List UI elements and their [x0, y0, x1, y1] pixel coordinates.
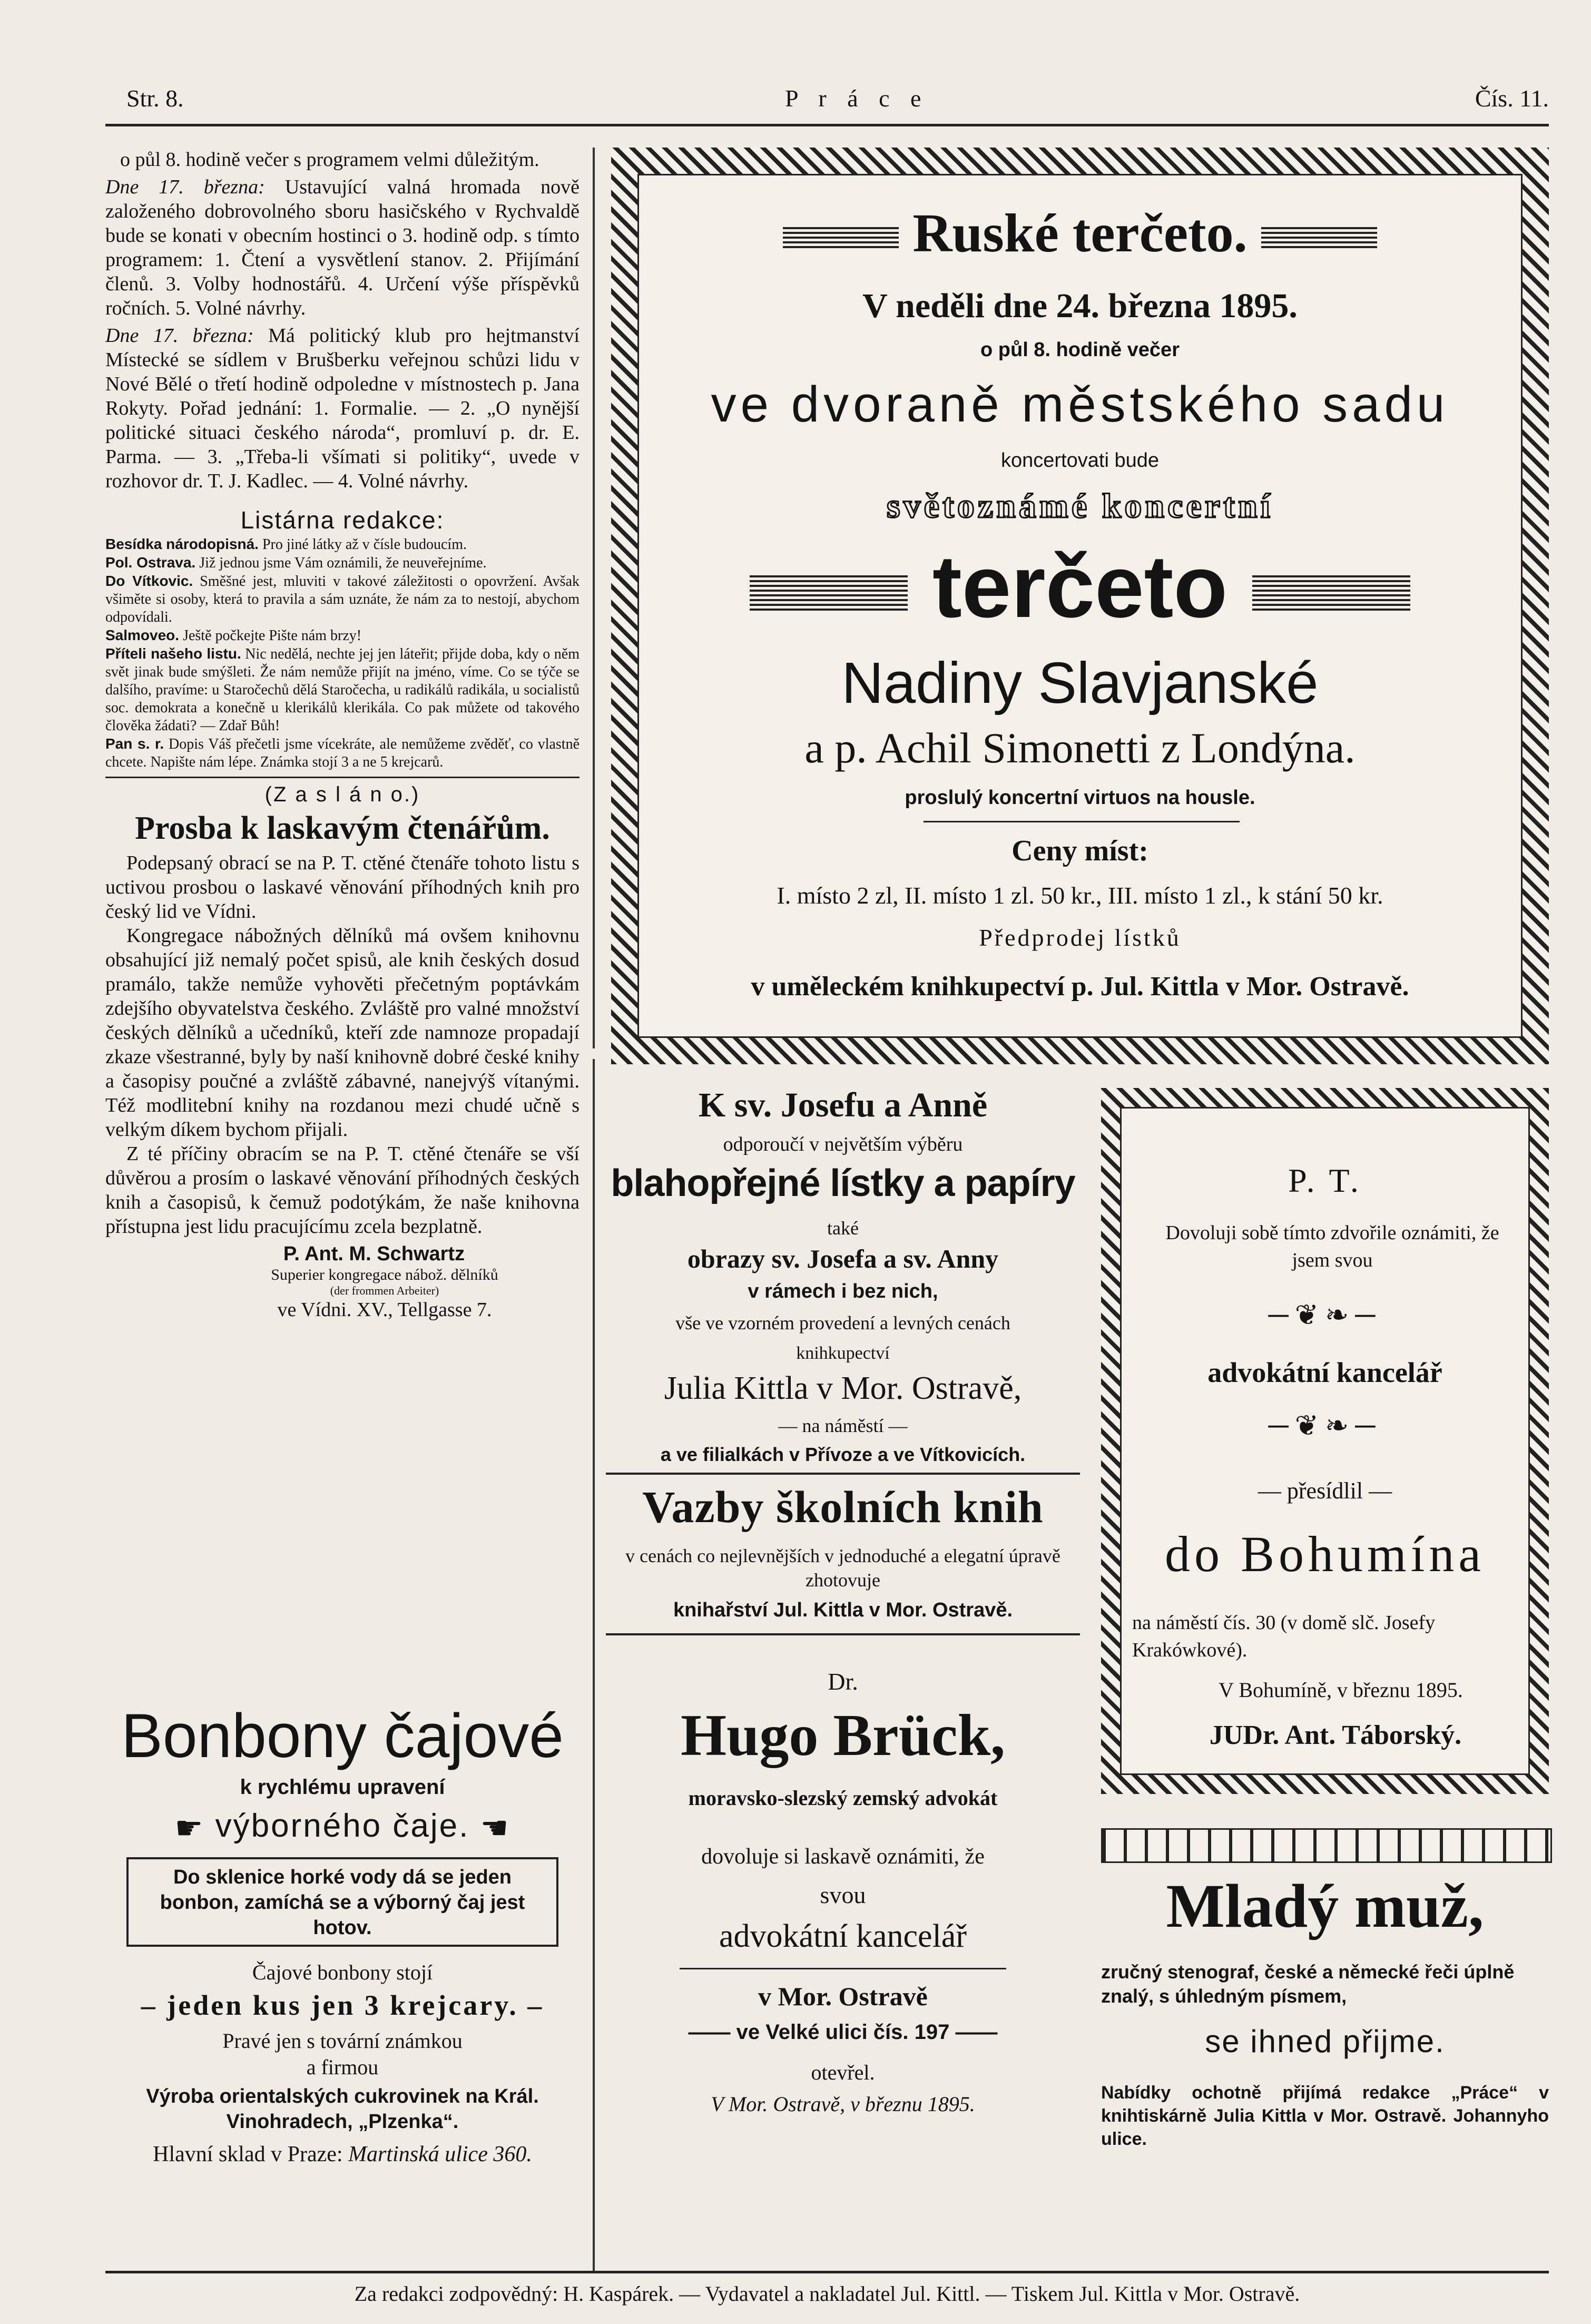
mlady-hire: se ihned přijme. — [1205, 2024, 1445, 2059]
taborsky-ad — [1101, 1088, 1549, 1794]
bonbony-maker: Výroba orientalských cukrovinek na Král. Vinohradech, „Plzenka“. — [146, 2085, 539, 2133]
listarna-recipient: Pol. Ostrava. — [105, 554, 196, 571]
section-rule — [680, 1968, 1006, 1969]
taborsky-to: do Bohumína — [1165, 1526, 1485, 1582]
bonbony-store-lead: Hlavní sklad v Praze: — [153, 2142, 343, 2166]
concert-title-row — [639, 202, 1521, 264]
issue-number: Čís. 11. — [1475, 85, 1549, 112]
bruck-name: Hugo Brück, — [680, 1703, 1006, 1768]
josef-also: také — [827, 1218, 859, 1239]
column-divider — [593, 1059, 595, 2271]
listarna-recipient: Příteli našeho listu. — [105, 645, 241, 662]
bonbony-price-lead: Čajové bonbony stojí — [252, 1960, 433, 1984]
bruck-dr: Dr. — [828, 1668, 858, 1695]
prosba-para-3: Z té příčiny obracím se na P. T. ctěné čtenáře se vší důvěrou a prosím o laskavé věnování příhodných českých knih a časopisů, k čemuž podotýkám, že naše knihovna přístupna jest lidu pracujícímu zcela bezplatně. — [105, 1143, 580, 1238]
vazby-title: Vazby školních knih — [642, 1482, 1044, 1532]
bruck-city: v Mor. Ostravě — [758, 1982, 928, 2011]
bonbony-tea-line — [105, 1807, 580, 1847]
decor-lines — [783, 227, 899, 250]
listarna-list — [105, 535, 580, 771]
notice-3 — [105, 323, 580, 493]
listarna-recipient: Salmoveo. — [105, 627, 180, 643]
section-rule — [105, 777, 580, 778]
notice-3-date: Dne 17. března: — [105, 325, 254, 347]
bonbony-firm: a firmou — [306, 2055, 379, 2079]
footer-rule — [105, 2271, 1549, 2273]
bruck-allow: dovoluje si laskavě oznámiti, že — [701, 1845, 985, 1869]
concert-big: terčeto — [932, 537, 1228, 636]
taborsky-office: advokátní kancelář — [1207, 1357, 1442, 1388]
listarna-item — [105, 735, 580, 771]
taborsky-inner — [1120, 1107, 1530, 1775]
header-rule — [105, 124, 1549, 126]
middle-ads — [606, 1085, 1080, 2271]
prosba-title: Prosba k laskavým čtenářům. — [135, 810, 550, 846]
josef-kittl: Julia Kittla v Mor. Ostravě, — [664, 1370, 1022, 1406]
mlady-offers: Nabídky ochotně přijímá redakce „Práce“ v knihtiskárně Julia Kittla v Mor. Ostravě. Johannyho ulice. — [1101, 2083, 1549, 2149]
concert-perform: koncertovati bude — [1001, 449, 1159, 472]
prosba-para-2: Kongregace nábožných dělníků má ovšem knihovnu obsahující již nemalý počet spisů, ale knih českých dosud pramálo, takže nemůže vyhověti přečetným poptávkám zdejšího obyvatelstva českého. Zvláště pro valné množství českých dělníků a učedníků, kteří zde namnoze propadají zkaze všestranné, byly by naší knihovně dobré české knihy a časopisy poučné a zvláště zábavné, nanejvýš vítanými. Též modlitební knihy na rozdanou mezi chudé učně s velkým díkem bychom přijali. — [105, 925, 580, 1141]
decor-lines — [1252, 575, 1410, 612]
meander-border — [1101, 1828, 1552, 1863]
bruck-opened: otevřel. — [811, 2061, 875, 2084]
concert-inner — [637, 174, 1523, 1038]
bruck-date: V Mor. Ostravě, v březnu 1895. — [711, 2092, 975, 2116]
concert-prices: I. místo 2 zl, II. místo 1 zl. 50 kr., III. místo 1 zl., k stání 50 kr. — [777, 882, 1383, 909]
listarna-reply: Nic nedělá, nechte jej jen láteřit; přijde doba, kdy o něm svět jinak bude smýšleti. Že nám nemůže přijít na jméno, víme. Co se týče se dalšího, pravíme: u Staročechů dělá Staročecha, u radikálů radikála, u socialistů soc. demokrata a konečně u klerikálů klerikála. Co pak můžete od takového člověka žádati? — Zdař Bůh! — [105, 646, 580, 734]
flourish-icon: ─❦❧─ — [1268, 1299, 1382, 1331]
taborsky-intro: Dovoluji sobě tímto zdvořile oznámiti, že jsem svou — [1165, 1222, 1499, 1271]
listarna-item — [105, 572, 580, 626]
listarna-item — [105, 626, 580, 645]
concert-presale: Předprodej lístků — [979, 924, 1181, 951]
prosba-para-1: Podepsaný obrací se na P. T. ctěné čtenáře tohoto listu s uctivou prosbou o laskavé věnování příhodných knih pro český lid ve Vídni. — [105, 852, 580, 923]
taborsky-addr: na náměstí čís. 30 (v domě slč. Josefy Krakówkové). — [1132, 1612, 1436, 1661]
taborsky-sign: JUDr. Ant. Táborský. — [1209, 1720, 1462, 1750]
josef-rec: odporoučí v největším výběru — [723, 1133, 963, 1155]
listarna-reply: Ještě počkejte Pište nám brzy! — [183, 627, 362, 644]
pointing-hand-left-icon: ☚ — [480, 1810, 510, 1846]
flourish-icon: ─❦❧─ — [1268, 1410, 1382, 1442]
signature-name: P. Ant. M. Schwartz — [283, 1243, 465, 1265]
concert-time: o půl 8. hodině večer — [980, 339, 1180, 361]
josef-big: blahopřejné lístky a papíry — [611, 1162, 1075, 1204]
josef-images: obrazy sv. Josefa a sv. Anny — [687, 1244, 999, 1273]
left-column — [105, 148, 580, 1322]
page-number: Str. 8. — [126, 85, 184, 112]
signature-role-de: (der frommen Arbeiter) — [330, 1284, 439, 1297]
concert-prices-title: Ceny míst: — [1011, 835, 1148, 867]
footer-imprint: Za redakci zodpovědný: H. Kaspárek. — Vydavatel a nakladatel Jul. Kittl. — Tiskem Jul. Kittla v Mor. Ostravě. — [354, 2282, 1300, 2306]
bonbony-instructions: Do sklenice horké vody dá se jeden bonbon, zamíchá se a výborný čaj jest hotov. — [126, 1857, 558, 1947]
concert-where: v uměleckém knihkupectví p. Jul. Kittla v Mor. Ostravě. — [751, 972, 1409, 1002]
signature-address: ve Vídni. XV., Tellgasse 7. — [277, 1299, 492, 1321]
page-header — [126, 79, 1549, 121]
bonbony-authentic: Pravé jen s tovární známkou — [222, 2029, 463, 2053]
section-rule — [606, 1473, 1080, 1475]
zaslano-label: (Z a s l á n o.) — [264, 783, 420, 806]
concert-date: V neděli dne 24. března 1895. — [862, 287, 1298, 325]
listarna-item — [105, 645, 580, 735]
listarna-reply: Již jednou jsme Vám oznámili, že neuveřejníme. — [199, 555, 487, 571]
listarna-title: Listárna redakce: — [240, 506, 445, 534]
concert-name-1: Nadiny Slavjanské — [841, 651, 1319, 715]
notice-3-text: Má politický klub pro hejtmanství Místecké se sídlem v Brušberku veřejnou schůzi lidu v Nové Bělé o třetí hodině odpoledne v místnostech p. Jana Rokyty. Pořad jednání: 1. Formalie. — 2. „O nynější politické situaci českého národa“, promluví p. dr. E. Parma. — 3. „Třeba-li všímati si politiky“, uvede v rozhovor dr. T. J. Kadlec. — 4. Volné návrhy. — [105, 325, 580, 492]
decor-lines — [750, 575, 908, 612]
notice-2-text: Ustavující valná hromada nově založeného dobrovolného sboru hasičského v Rychvaldě bude se konati v obecním hostinci o 3. hodině odp. s tímto programem: 1. Čtení a vysvětlení stanov. 2. Přijímání členů. 3. Volby hodnostářů. 4. Určení výše příspěvků ročních. 5. Volné návrhy. — [105, 176, 580, 319]
listarna-recipient: Do Vítkovic. — [105, 573, 193, 589]
listarna-item — [105, 535, 580, 554]
josef-branches: a ve filialkách v Přívoze a ve Vítkovicích. — [660, 1444, 1026, 1465]
bruck-street: —— ve Velké ulici čís. 197 —— — [688, 2021, 998, 2044]
pointing-hand-right-icon: ☛ — [174, 1810, 205, 1846]
signature-role: Superier kongregace nábož. dělníků — [271, 1266, 498, 1283]
bonbony-ad — [105, 1702, 580, 2276]
newspaper-title: P r á c e — [785, 85, 929, 112]
bruck-office: advokátní kancelář — [719, 1918, 967, 1954]
listarna-recipient: Pan s. r. — [105, 736, 164, 752]
listarna-reply: Pro jiné látky až v čísle budoucím. — [262, 536, 467, 553]
josef-shop: knihkupectví — [796, 1344, 890, 1363]
taborsky-moved: — přesídlil — — [1258, 1478, 1392, 1504]
bonbony-title: Bonbony čajové — [121, 1701, 564, 1771]
josef-square: — na náměstí — — [778, 1415, 908, 1436]
bonbony-tea-text: výborného čaje. — [215, 1808, 470, 1844]
taborsky-date: V Bohumíně, v březnu 1895. — [1219, 1678, 1463, 1702]
josef-all: vše ve vzorném provedení a levných cenách — [675, 1312, 1010, 1333]
notice-2 — [105, 175, 580, 320]
listarna-recipient: Besídka národopisná. — [105, 536, 259, 552]
josef-frames: v rámech i bez nich, — [748, 1280, 938, 1302]
bonbony-store-address: Martinská ulice 360. — [348, 2142, 532, 2166]
mlady-ad — [1101, 1828, 1549, 2276]
bonbony-subtitle: k rychlému upravení — [240, 1776, 445, 1799]
mlady-title: Mladý muž, — [1166, 1871, 1484, 1940]
section-rule — [606, 1633, 1080, 1635]
vazby-who: knihařství Jul. Kittla v Mor. Ostravě. — [673, 1599, 1013, 1621]
bruck-role: moravsko-slezský zemský advokát — [688, 1786, 998, 1810]
concert-place: ve dvoraně městského sadu — [711, 376, 1449, 433]
mlady-text: zručný stenograf, české a německé řeči úplně znalý, s úhledným písmem, — [1101, 1961, 1515, 2007]
vazby-text: v cenách co nejlevnějších v jednoduché a elegatní úpravě zhotovuje — [625, 1545, 1060, 1591]
concert-ad — [611, 148, 1549, 1064]
decor-lines — [1261, 227, 1377, 250]
bonbony-price: – jeden kus jen 3 krejcary. – — [141, 1989, 544, 2021]
listarna-item — [105, 554, 580, 572]
listarna-reply: Dopis Váš přečetli jsme vícekráte, ale nemůžeme zvěděť, co vlastně chcete. Napište nám lépe. Známka stojí 3 a ne 5 krejcarů. — [105, 736, 580, 770]
concert-title: Ruské terčeto. — [912, 203, 1248, 263]
josef-title: K sv. Josefu a Anně — [698, 1086, 988, 1124]
concert-name-2: a p. Achil Simonetti z Londýna. — [804, 724, 1356, 772]
concert-famous: světoznámé koncertní — [886, 487, 1274, 525]
notice-1: o půl 8. hodině večer s programem velmi důležitým. — [120, 149, 539, 171]
listarna-reply: Směšné jest, mluviti v takové záležitosti o opovržení. Avšak všiměte si osoby, která to pravila a sám uznáte, že nám za to nestojí, abychom odpovídali. — [105, 573, 580, 625]
concert-virtuoso: proslulý koncertní virtuos na housle. — [905, 787, 1255, 809]
bruck-own: svou — [820, 1881, 866, 1908]
bonbony-store — [105, 2142, 580, 2167]
taborsky-pt: P. T. — [1288, 1162, 1362, 1199]
concert-big-row — [639, 539, 1521, 634]
notice-2-date: Dne 17. března: — [105, 176, 265, 198]
column-divider — [593, 148, 595, 1048]
section-rule — [924, 821, 1240, 822]
